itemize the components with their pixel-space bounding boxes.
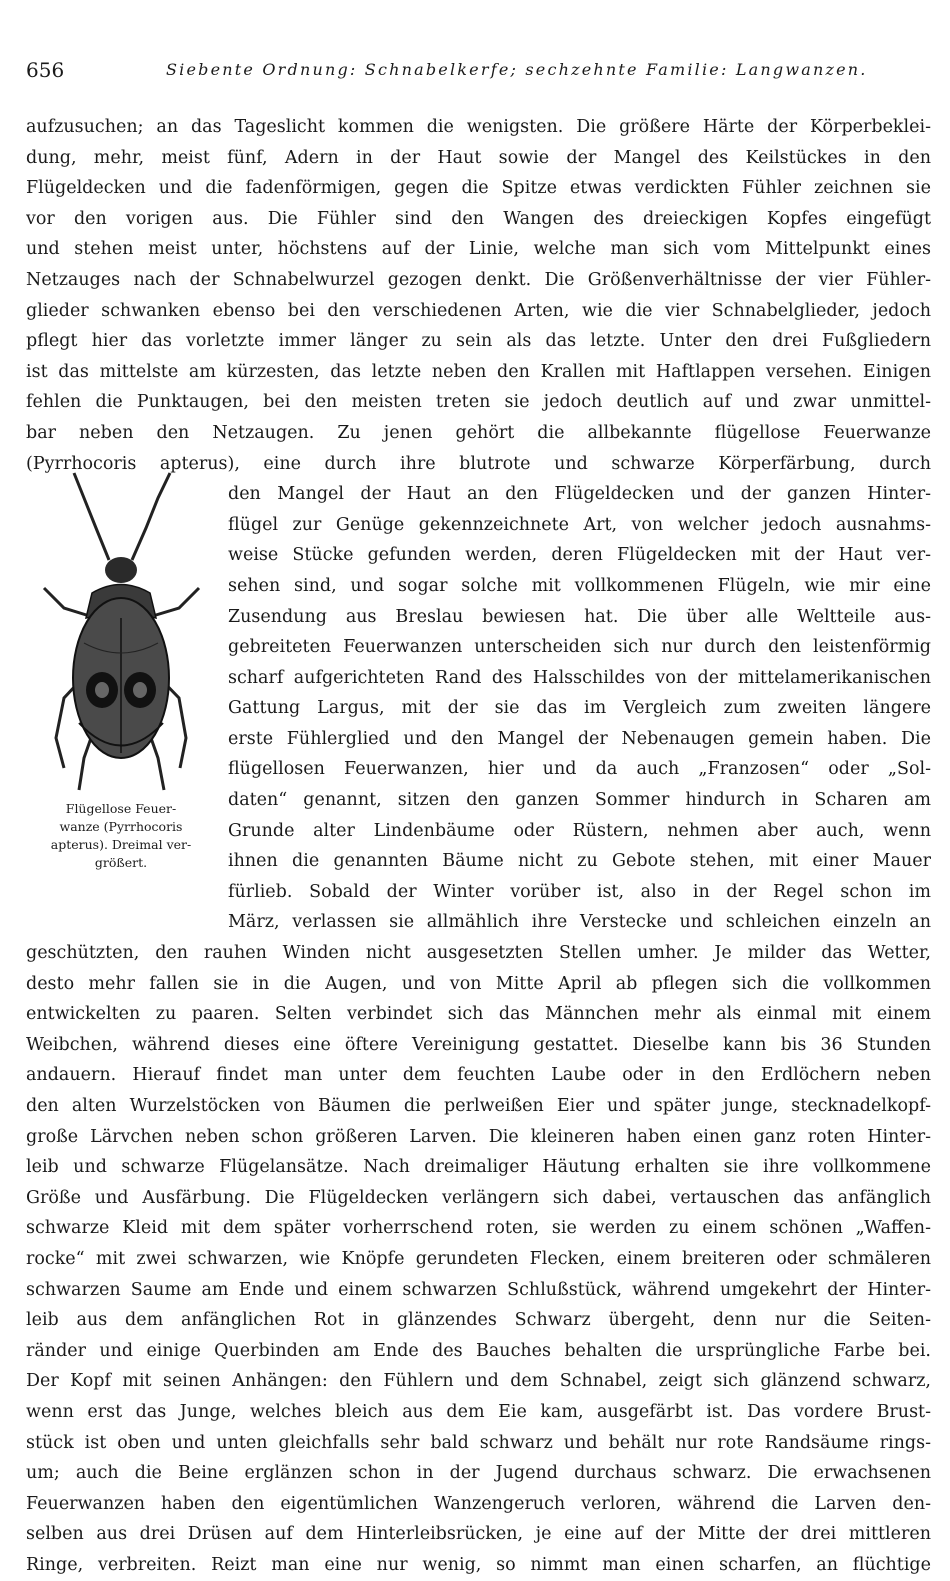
text-line: dung, mehr, meist fünf, Adern in der Haut sowie der Mangel des Keilstückes in den (26, 147, 931, 168)
text-line: um; auch die Beine erglänzen schon in der Jugend durchaus schwarz. Die erwachsenen (26, 1463, 931, 1484)
text-line: Der Kopf mit seinen Anhängen: den Fühlern und dem Schnabel, zeigt sich glänzend schwarz, (26, 1371, 931, 1392)
paragraph-beside-figure (228, 479, 931, 938)
text-line: Zusendung aus Breslau bewiesen hat. Die über alle Weltteile aus- (228, 606, 931, 627)
text-line: März, verlassen sie allmählich ihre Verstecke und schleichen einzeln an (228, 912, 931, 933)
caption-line: apterus). Dreimal ver- (50, 837, 192, 852)
text-line: fehlen die Punktaugen, bei den meisten treten sie jedoch deutlich auf und zwar unmittel- (26, 392, 931, 413)
text-line: ist das mittelste am kürzesten, das letzte neben den Krallen mit Haftlappen versehen. Einigen (26, 361, 931, 382)
text-line: leib aus dem anfänglichen Rot in glänzendes Schwarz übergeht, denn nur die Seiten- (26, 1310, 931, 1331)
text-line: flügel zur Genüge gekennzeichnete Art, von welcher jedoch ausnahms- (228, 514, 931, 535)
text-line: Weibchen, während dieses eine öftere Vereinigung gestattet. Dieselbe kann bis 36 Stunden (26, 1034, 931, 1055)
text-line: fürlieb. Sobald der Winter vorüber ist, also in der Regel schon im (228, 881, 931, 902)
text-line: Gattung Largus, mit der sie das im Vergleich zum zweiten längere (228, 698, 931, 719)
caption-line: wanze (Pyrrhocoris (59, 819, 183, 834)
book-page (26, 0, 931, 1573)
text-line: Grunde alter Lindenbäume oder Rüstern, nehmen aber auch, wenn (228, 820, 931, 841)
text-line: gebreiteten Feuerwanzen unterscheiden sich nur durch den leistenförmig (228, 637, 931, 658)
text-line: daten“ genannt, sitzen den ganzen Sommer hindurch in Scharen am (228, 790, 931, 811)
text-line: den Mangel der Haut an den Flügeldecken und der ganzen Hinter- (228, 484, 931, 505)
text-line: vor den vorigen aus. Die Fühler sind den Wangen des dreieckigen Kopfes eingefügt (26, 208, 931, 229)
text-line: (Pyrrhocoris apterus), eine durch ihre blutrote und schwarze Körperfärbung, durch (26, 453, 931, 474)
text-line: glieder schwanken ebenso bei den verschiedenen Arten, wie die vier Schnabelglieder, jedoch (26, 300, 931, 321)
text-line: selben aus drei Drüsen auf dem Hinterleibsrücken, je eine auf der Mitte der drei mittleren (26, 1524, 931, 1545)
text-line: geschützten, den rauhen Winden nicht ausgesetzten Stellen umher. Je milder das Wetter, (26, 943, 931, 964)
figure-caption (26, 800, 216, 872)
running-title: Siebente Ordnung: Schnabelkerfe; sechzehnte Familie: Langwanzen. (166, 60, 868, 79)
text-line: leib und schwarze Flügelansätze. Nach dreimaliger Häutung erhalten sie ihre vollkommene (26, 1157, 931, 1178)
text-line: den alten Wurzelstöcken von Bäumen die perlweißen Eier und später junge, stecknadelkopf- (26, 1096, 931, 1116)
text-line: entwickelten zu paaren. Selten verbindet sich das Männchen mehr als einmal mit einem (26, 1004, 931, 1025)
text-line: weise Stücke gefunden werden, deren Flügeldecken mit der Haut ver- (228, 545, 931, 566)
page-header (26, 58, 931, 86)
text-line: flügellosen Feuerwanzen, hier und da auch „Franzosen“ oder „Sol- (228, 759, 931, 780)
text-line: schwarze Kleid mit dem später vorherrschend roten, sie werden zu einem schönen „Waffen- (26, 1218, 931, 1239)
text-line: Netzauges nach der Schnabelwurzel gezogen denkt. Die Größenverhältnisse der vier Fühler- (26, 269, 931, 290)
text-line: sehen sind, und sogar solche mit vollkommenen Flügeln, wie mir eine (228, 575, 931, 596)
caption-line: Flügellose Feuer- (65, 801, 177, 816)
text-line: Feuerwanzen haben den eigentümlichen Wanzengeruch verloren, während die Larven den- (26, 1493, 931, 1514)
text-line: schwarzen Saume am Ende und einem schwarzen Schlußstück, während umgekehrt der Hinter- (26, 1279, 931, 1300)
text-line: erste Fühlerglied und den Mangel der Nebenaugen gemein haben. Die (228, 728, 931, 749)
text-line: ränder und einige Querbinden am Ende des Bauches behalten die ursprüngliche Farbe bei. (26, 1340, 931, 1361)
text-line: Größe und Ausfärbung. Die Flügeldecken verlängern sich dabei, vertauschen das anfänglich (26, 1187, 931, 1208)
text-line: scharf aufgerichteten Rand des Halsschildes von der mittelamerikanischen (228, 667, 931, 688)
text-line: stück ist oben und unten gleichfalls sehr bald schwarz und behält nur rote Randsäume rings- (26, 1432, 931, 1453)
figure-fire-bug (26, 468, 216, 888)
bug-illustration-icon (34, 468, 209, 798)
text-line: rocke“ mit zwei schwarzen, wie Knöpfe gerundeten Flecken, einem breiteren oder schmäleren (26, 1248, 931, 1269)
text-line: andauern. Hierauf findet man unter dem feuchten Laube oder in den Erdlöchern neben (26, 1065, 931, 1086)
text-line: aufzusuchen; an das Tageslicht kommen die wenigsten. Die größere Härte der Körperbeklei- (26, 117, 931, 137)
paragraph-top (26, 112, 931, 479)
paragraph-bottom (26, 938, 931, 1580)
page-number: 656 (26, 58, 65, 82)
text-line: Ringe, verbreiten. Reizt man eine nur wenig, so nimmt man einen scharfen, an flüchtige (26, 1554, 931, 1575)
text-line: desto mehr fallen sie in die Augen, und von Mitte April ab pflegen sich die vollkommen (26, 973, 931, 994)
text-line: und stehen meist unter, höchstens auf der Linie, welche man sich vom Mittelpunkt eines (26, 239, 931, 260)
text-line: bar neben den Netzaugen. Zu jenen gehört die allbekannte flügellose Feuerwanze (26, 422, 931, 443)
text-line: pflegt hier das vorletzte immer länger zu sein als das letzte. Unter den drei Fußgliedern (26, 331, 931, 352)
text-line: große Lärvchen neben schon größeren Larven. Die kleineren haben einen ganz roten Hinter- (26, 1126, 931, 1147)
caption-line: größert. (94, 855, 148, 870)
text-line: ihnen die genannten Bäume nicht zu Gebote stehen, mit einer Mauer (228, 851, 931, 872)
text-line: wenn erst das Junge, welches bleich aus dem Eie kam, ausgefärbt ist. Das vordere Brust- (26, 1401, 931, 1422)
text-line: Flügeldecken und die fadenförmigen, gegen die Spitze etwas verdickten Fühler zeichnen sie (26, 178, 931, 199)
